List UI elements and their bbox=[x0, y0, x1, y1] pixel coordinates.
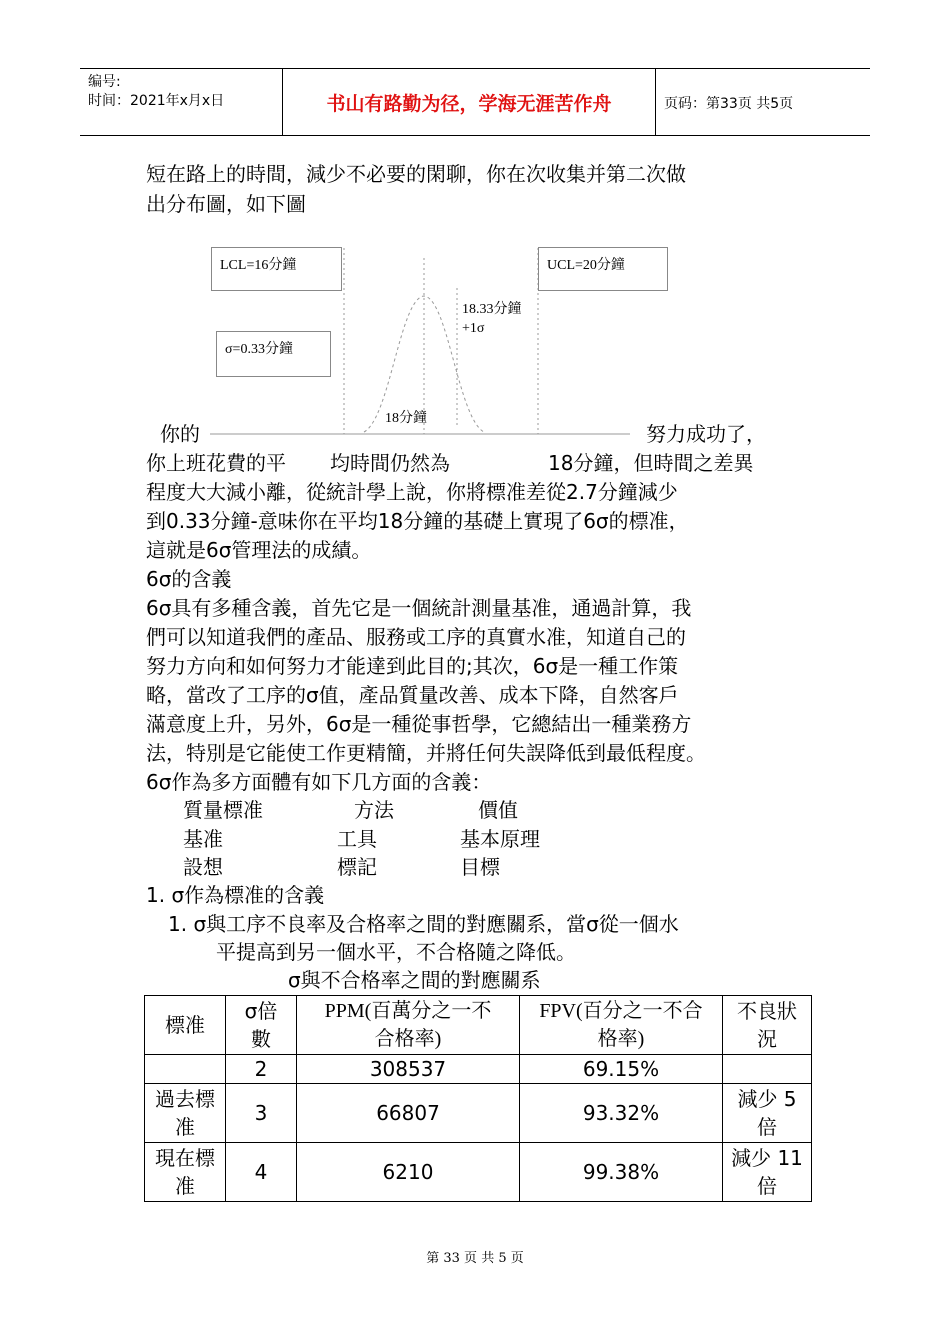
sigma-cell: 3 bbox=[226, 1084, 297, 1143]
header-text: σ倍 bbox=[244, 999, 278, 1023]
section1-heading: 1. σ作為標准的含義 bbox=[146, 883, 325, 907]
lcl-box bbox=[211, 247, 342, 291]
header-number-label: 编号: bbox=[88, 74, 121, 90]
header-text: FPV(百分之一不合 bbox=[539, 1000, 703, 1022]
section1-item-line: 平提高到另一個水平，不合格隨之降低。 bbox=[216, 940, 576, 964]
plus-sigma-label: +1σ bbox=[462, 321, 485, 336]
ppm-cell: 66807 bbox=[297, 1084, 520, 1143]
table-caption: σ與不合格率之間的對應關系 bbox=[288, 968, 541, 992]
std-cell bbox=[145, 1143, 226, 1202]
sigma-box bbox=[216, 331, 331, 377]
header-cell bbox=[226, 996, 297, 1055]
ucl-box bbox=[538, 247, 668, 291]
aspect-item: 方法 bbox=[354, 798, 394, 822]
meaning-line: 6σ作為多方面體有如下几方面的含義： bbox=[146, 770, 492, 794]
fpv-cell: 99.38% bbox=[520, 1143, 723, 1202]
header-cell bbox=[297, 996, 520, 1055]
table-row bbox=[145, 1143, 812, 1202]
aspect-item: 目標 bbox=[460, 855, 500, 879]
header-time-label: 时间：2021年x月x日 bbox=[88, 93, 225, 109]
sigma-cell: 4 bbox=[226, 1143, 297, 1202]
meaning-line: 們可以知道我們的產品、服務或工序的真實水准，知道自己的 bbox=[146, 625, 686, 649]
status-cell bbox=[723, 1084, 812, 1143]
section1-item-line: 1. σ與工序不良率及合格率之間的對應關系，當σ從一個水 bbox=[168, 912, 679, 936]
sigma-label: σ=0.33分鐘 bbox=[225, 342, 293, 357]
result-line-right: 努力成功了， bbox=[646, 422, 766, 446]
result-line: 程度大大減小離，從統計學上說，你將標准差從2.7分鐘減少 bbox=[146, 480, 678, 504]
fpv-cell: 69.15% bbox=[520, 1055, 723, 1084]
result-line: 這就是6σ管理法的成績。 bbox=[146, 538, 372, 562]
header-cell bbox=[145, 996, 226, 1055]
header-page-label: 页码：第33页 共5页 bbox=[664, 96, 794, 112]
aspect-item: 基本原理 bbox=[460, 827, 540, 851]
aspect-item: 工具 bbox=[337, 827, 377, 851]
sigma-table bbox=[144, 995, 812, 1202]
status-text: 倍 bbox=[757, 1174, 777, 1198]
header-meta bbox=[88, 73, 224, 111]
page-footer: 第 33 页 共 5 页 bbox=[426, 1251, 524, 1266]
mean-label: 18分鐘 bbox=[385, 411, 427, 426]
meaning-heading: 6σ的含義 bbox=[146, 567, 232, 591]
result-line-part: 均時間仍然為 bbox=[330, 451, 450, 475]
meaning-line: 法，特別是它能使工作更精簡，并將任何失誤降低到最低程度。 bbox=[146, 741, 706, 765]
std-cell bbox=[145, 1084, 226, 1143]
meaning-line: 6σ具有多種含義，首先它是一個統計測量基准，通過計算，我 bbox=[146, 596, 692, 620]
std-text: 准 bbox=[175, 1174, 195, 1198]
header-text: 合格率) bbox=[374, 1028, 442, 1050]
header-divider bbox=[655, 69, 656, 135]
aspect-item: 設想 bbox=[183, 855, 223, 879]
std-text: 准 bbox=[175, 1115, 195, 1139]
header-text: PPM(百萬分之一不 bbox=[324, 1000, 492, 1022]
intro-line: 出分布圖，如下圖 bbox=[146, 192, 306, 216]
std-text: 過去標 bbox=[155, 1087, 215, 1111]
status-cell bbox=[723, 1143, 812, 1202]
header-text: 格率) bbox=[597, 1028, 645, 1050]
result-line-left: 你的 bbox=[160, 422, 200, 446]
meaning-line: 努力方向和如何努力才能達到此目的;其次，6σ是一種工作策 bbox=[146, 654, 679, 678]
std-cell bbox=[145, 1055, 226, 1084]
header-cell bbox=[520, 996, 723, 1055]
result-line-part: 18分鐘，但時間之差異 bbox=[548, 451, 754, 475]
ucl-label: UCL=20分鐘 bbox=[547, 258, 625, 273]
header-text: 況 bbox=[757, 1027, 777, 1051]
meaning-line: 略，當改了工序的σ值，產品質量改善、成本下降，自然客戶 bbox=[146, 683, 679, 707]
header-cell bbox=[723, 996, 812, 1055]
header-text: 標准 bbox=[165, 1013, 205, 1037]
std-text: 現在標 bbox=[155, 1146, 215, 1170]
aspect-item: 標記 bbox=[337, 855, 377, 879]
lcl-label: LCL=16分鐘 bbox=[220, 258, 297, 273]
status-cell bbox=[723, 1055, 812, 1084]
status-text: 減少 5 bbox=[737, 1087, 797, 1111]
ppm-cell: 6210 bbox=[297, 1143, 520, 1202]
header-text: 數 bbox=[251, 1027, 271, 1051]
plus-sigma-value: 18.33分鐘 bbox=[462, 302, 522, 317]
status-text: 倍 bbox=[757, 1115, 777, 1139]
fpv-cell: 93.32% bbox=[520, 1084, 723, 1143]
page-header bbox=[80, 68, 870, 136]
meaning-line: 滿意度上升，另外，6σ是一種從事哲學，它總結出一種業務方 bbox=[146, 712, 692, 736]
distribution-diagram bbox=[200, 238, 680, 438]
table-header-row bbox=[145, 996, 812, 1055]
sigma-cell: 2 bbox=[226, 1055, 297, 1084]
result-line-part: 你上班花費的平 bbox=[146, 451, 286, 475]
ppm-cell: 308537 bbox=[297, 1055, 520, 1084]
header-divider bbox=[282, 69, 283, 135]
aspect-item: 價值 bbox=[478, 798, 518, 822]
aspect-item: 質量標准 bbox=[183, 798, 263, 822]
table-row bbox=[145, 1084, 812, 1143]
aspect-item: 基准 bbox=[183, 827, 223, 851]
status-text: 減少 11 bbox=[731, 1146, 803, 1170]
result-line: 到0.33分鐘-意味你在平均18分鐘的基礎上實現了6σ的標准， bbox=[146, 509, 689, 533]
table-row bbox=[145, 1055, 812, 1084]
intro-line: 短在路上的時間，減少不必要的閑聊，你在次收集并第二次做 bbox=[146, 162, 686, 186]
header-text: 不良狀 bbox=[737, 999, 797, 1023]
header-motto: 书山有路勤为径，学海无涯苦作舟 bbox=[326, 93, 612, 115]
